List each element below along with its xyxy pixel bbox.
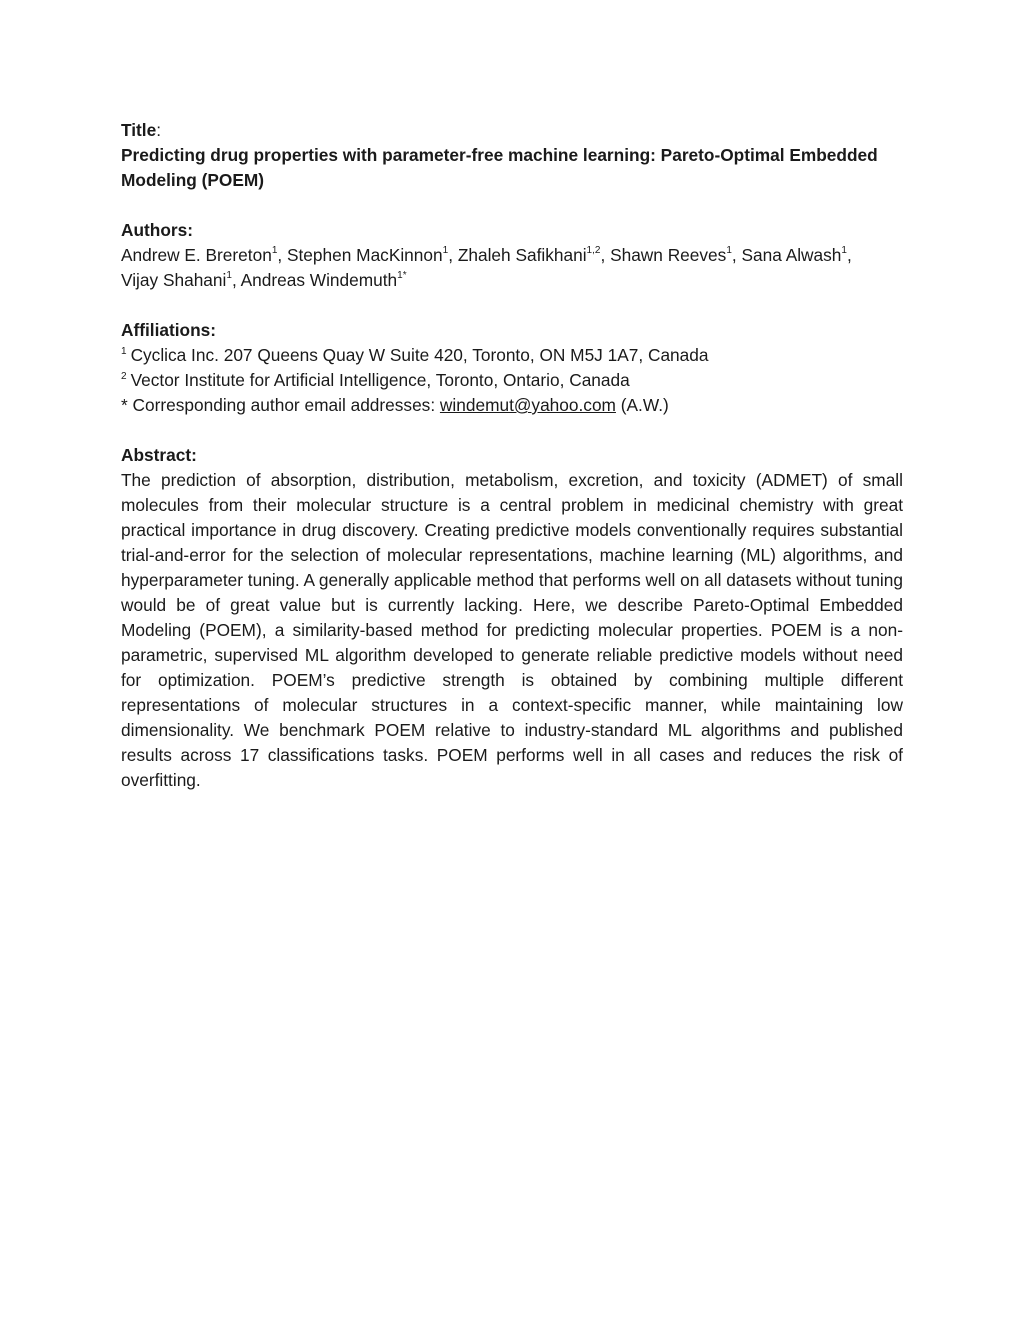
- author-name: Stephen MacKinnon: [286, 245, 443, 265]
- title-heading: Title:: [121, 120, 162, 140]
- abstract-heading: Abstract:: [121, 445, 197, 465]
- affiliation-text: Vector Institute for Artificial Intelligence, Toronto, Ontario, Canada: [130, 370, 630, 390]
- authors-section: [121, 218, 903, 293]
- affiliation-item: [121, 343, 903, 368]
- paper-title: Predicting drug properties with parameter-free machine learning: Pareto-Optimal Embedded Modeling (POEM): [121, 145, 878, 190]
- author-name: Andreas Windemuth: [240, 270, 398, 290]
- corresponding-author-line: * Corresponding author email addresses: windemut@yahoo.com (A.W.): [121, 395, 669, 415]
- author-affiliation-marker: 1: [226, 270, 232, 282]
- affiliation-text: Cyclica Inc. 207 Queens Quay W Suite 420, Toronto, ON M5J 1A7, Canada: [130, 345, 709, 365]
- author-affiliation-marker: 1,2: [586, 245, 601, 257]
- author-affiliation-marker: 1: [726, 245, 732, 257]
- author-affiliation-marker: 1*: [397, 270, 407, 282]
- affiliation-item: [121, 368, 903, 393]
- abstract-section: [121, 443, 903, 793]
- affiliations-heading: Affiliations:: [121, 320, 217, 340]
- affiliations-section: [121, 318, 903, 418]
- affiliation-number: 1: [121, 346, 127, 358]
- author-name: Shawn Reeves: [610, 245, 727, 265]
- authors-heading: Authors:: [121, 220, 193, 240]
- author-affiliation-marker: 1: [841, 245, 847, 257]
- author-name: Andrew E. Brereton: [121, 245, 272, 265]
- author-name: Vijay Shahani: [121, 270, 227, 290]
- affiliation-number: 2: [121, 371, 127, 383]
- author-name: Zhaleh Safikhani: [457, 245, 587, 265]
- author-affiliation-marker: 1: [442, 245, 449, 257]
- author-affiliation-marker: 1: [271, 245, 278, 257]
- abstract-body: The prediction of absorption, distribution, metabolism, excretion, and toxicity (ADMET) of small molecules from their molecular structure is a central problem in medicinal chemistry with great practical importance in drug discovery. Creating predictive models conventionally requires substantial trial-and-error for the selection of molecular representations, machine learning (ML) algorithms, and hyperparameter tuning. A generally applicable method that performs well on all datasets without tuning would be of great value but is currently lacking. Here, we describe Pareto-Optimal Embedded Modeling (POEM), a similarity-based method for predicting molecular properties. POEM is a non-parametric, supervised ML algorithm developed to generate reliable predictive models without need for optimization. POEM’s predictive strength is obtained by combining multiple different representations of molecular structures in a context-specific manner, while maintaining low dimensionality. We benchmark POEM relative to industry-standard ML algorithms and published results across 17 classifications tasks. POEM performs well in all cases and reduces the risk of overfitting.: [121, 470, 903, 790]
- author-name: Sana Alwash: [741, 245, 842, 265]
- authors-list: Andrew E. Brereton$^1$, Stephen MacKinnon$^1$, Zhaleh Safikhani$^{1,2}$, Shawn Reeves$^1$, Sana Alwash$^1$, Vijay Shahani$^1$, Andreas Windemuth$^{1*}$: [121, 245, 852, 290]
- paper-page: [121, 118, 903, 793]
- corresponding-email-link[interactable]: windemut@yahoo.com: [439, 395, 616, 415]
